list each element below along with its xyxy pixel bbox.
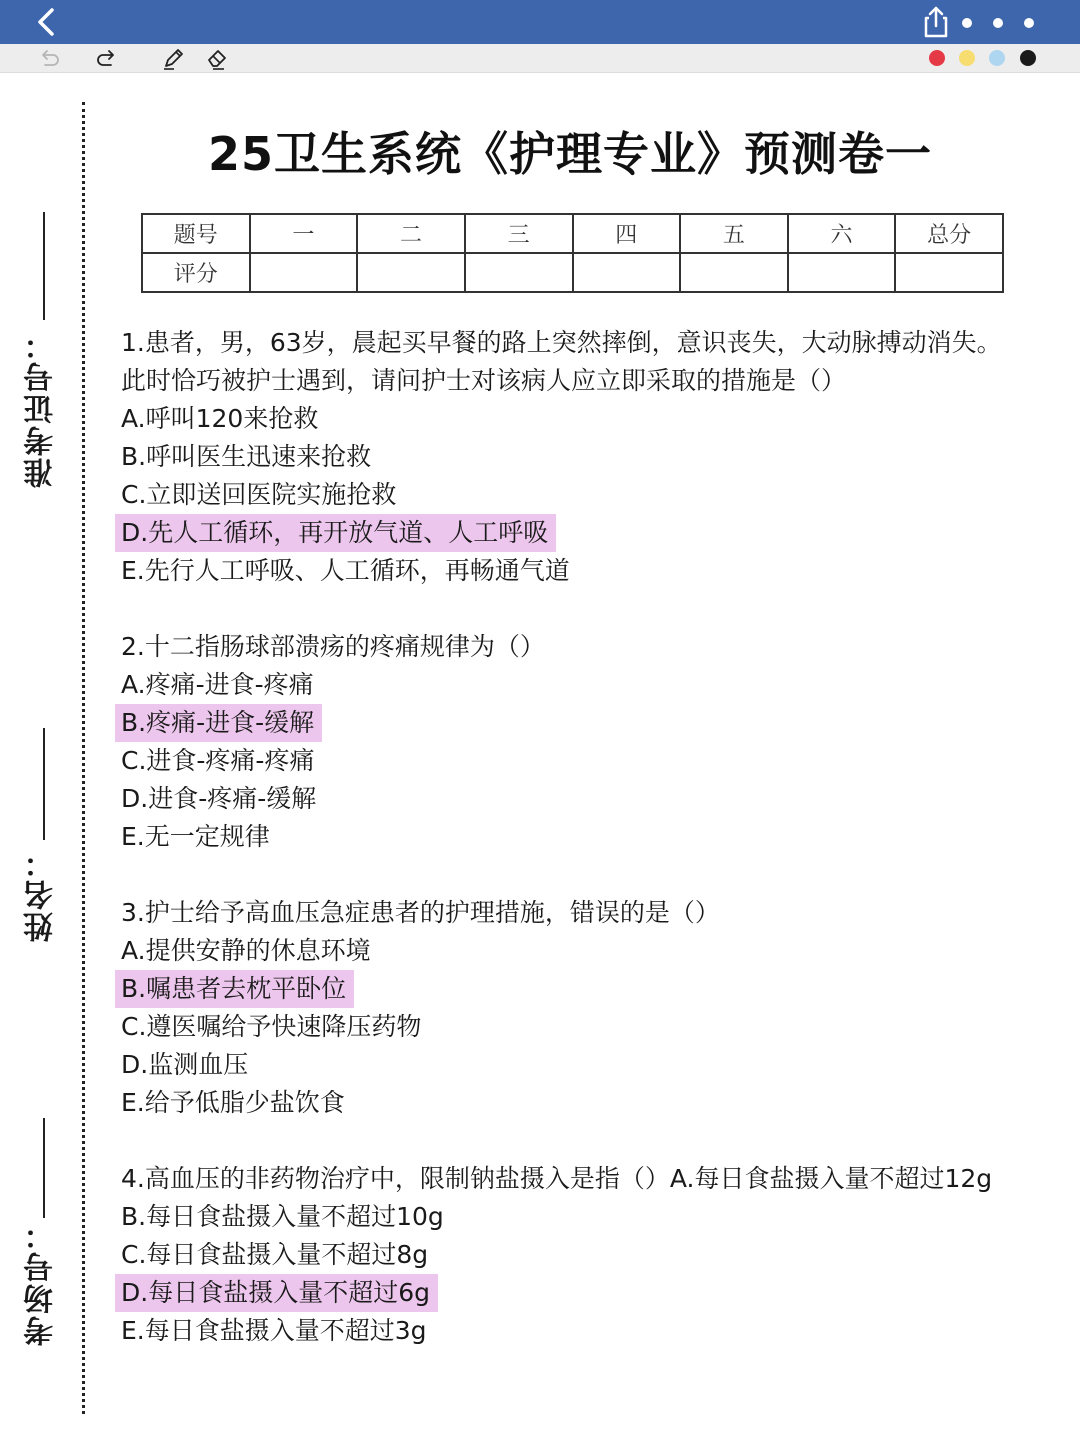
score-table [141, 213, 1004, 293]
option-b: B.每日食盐摄入量不超过10g [121, 1202, 444, 1231]
share-icon [918, 4, 954, 40]
score-cell[interactable] [895, 253, 1003, 292]
option-e: E.给予低脂少盐饮食 [121, 1088, 345, 1117]
option-c: C.立即送回医院实施抢救 [121, 480, 397, 509]
question-stem: 4.高血压的非药物治疗中，限制钠盐摄入是指（）A.每日食盐摄入量不超过12g [121, 1164, 993, 1193]
question-4 [121, 1160, 1016, 1350]
option-b: B.呼叫医生迅速来抢救 [121, 442, 372, 471]
score-cell[interactable] [680, 253, 788, 292]
option-e: E.每日食盐摄入量不超过3g [121, 1316, 427, 1345]
page-title: 25卫生系统《护理专业》预测卷一 [207, 127, 932, 181]
undo-button[interactable] [36, 46, 62, 72]
binding-dashed-line [82, 102, 85, 1414]
eraser-tool-button[interactable] [204, 46, 230, 72]
redo-icon [94, 46, 120, 72]
exam-id-field [22, 212, 62, 488]
score-header-cell: 题号 [142, 214, 250, 253]
color-swatch-black[interactable] [1020, 50, 1036, 66]
undo-icon [36, 46, 62, 72]
name-label: 姓名： [24, 846, 59, 942]
question-stem: 2.十二指肠球部溃疡的疼痛规律为（） [121, 632, 545, 661]
score-cell[interactable] [465, 253, 573, 292]
question-3 [121, 894, 1016, 1122]
question-1 [121, 324, 1016, 590]
more-menu-button[interactable] [962, 12, 1052, 34]
option-a: A.提供安静的休息环境 [121, 936, 371, 965]
option-e: E.先行人工呼吸、人工循环，再畅通气道 [121, 556, 570, 585]
score-table-score-row [142, 253, 1003, 292]
option-d-highlighted: D.先人工循环，再开放气道、人工呼吸 [115, 514, 556, 552]
score-header-cell: 总分 [895, 214, 1003, 253]
name-underline [43, 728, 45, 840]
option-a: A.疼痛-进食-疼痛 [121, 670, 314, 699]
back-button[interactable] [30, 4, 66, 40]
score-header-cell: 五 [680, 214, 788, 253]
annotation-toolbar [0, 44, 1080, 73]
exam-id-underline [43, 212, 45, 320]
question-stem: 3.护士给予高血压急症患者的护理措施，错误的是（） [121, 898, 720, 927]
score-header-cell: 六 [788, 214, 896, 253]
option-c: C.遵医嘱给予快速降压药物 [121, 1012, 422, 1041]
color-swatch-red[interactable] [929, 50, 945, 66]
score-header-cell: 一 [250, 214, 358, 253]
more-dots-icon [962, 18, 972, 28]
score-header-cell: 二 [357, 214, 465, 253]
redo-button[interactable] [94, 46, 120, 72]
exam-id-label: 准考证号： [24, 328, 59, 488]
question-stem: 1.患者，男，63岁，晨起买早餐的路上突然摔倒，意识丧失，大动脉搏动消失。此时恰巧被护士遇到，请问护士对该病人应立即采取的措施是（） [121, 328, 1002, 395]
option-b-highlighted: B.疼痛-进食-缓解 [115, 704, 322, 742]
option-d: D.监测血压 [121, 1050, 249, 1079]
chevron-left-icon [30, 4, 66, 40]
color-swatch-blue[interactable] [989, 50, 1005, 66]
pen-icon [160, 46, 186, 72]
option-a: A.呼叫120来抢救 [121, 404, 319, 433]
color-swatch-yellow[interactable] [959, 50, 975, 66]
score-header-cell: 四 [573, 214, 681, 253]
share-button[interactable] [918, 4, 954, 40]
room-label: 考场号： [24, 1218, 59, 1346]
option-b-highlighted: B.嘱患者去枕平卧位 [115, 970, 354, 1008]
name-field [22, 728, 62, 942]
question-list [121, 324, 1016, 1388]
score-cell[interactable] [250, 253, 358, 292]
option-c: C.每日食盐摄入量不超过8g [121, 1240, 429, 1269]
option-c: C.进食-疼痛-疼痛 [121, 746, 315, 775]
eraser-icon [204, 46, 230, 72]
option-e: E.无一定规律 [121, 822, 270, 851]
score-table-header-row [142, 214, 1003, 253]
score-cell[interactable] [573, 253, 681, 292]
score-cell[interactable] [788, 253, 896, 292]
score-cell[interactable] [357, 253, 465, 292]
room-field [22, 1118, 62, 1346]
question-2 [121, 628, 1016, 856]
option-d-highlighted: D.每日食盐摄入量不超过6g [115, 1274, 438, 1312]
more-dots-icon [1024, 18, 1034, 28]
score-header-cell: 三 [465, 214, 573, 253]
option-d: D.进食-疼痛-缓解 [121, 784, 317, 813]
top-app-bar [0, 0, 1080, 44]
score-row-label: 评分 [142, 253, 250, 292]
pen-tool-button[interactable] [160, 46, 186, 72]
room-underline [43, 1118, 45, 1218]
more-dots-icon [993, 18, 1003, 28]
